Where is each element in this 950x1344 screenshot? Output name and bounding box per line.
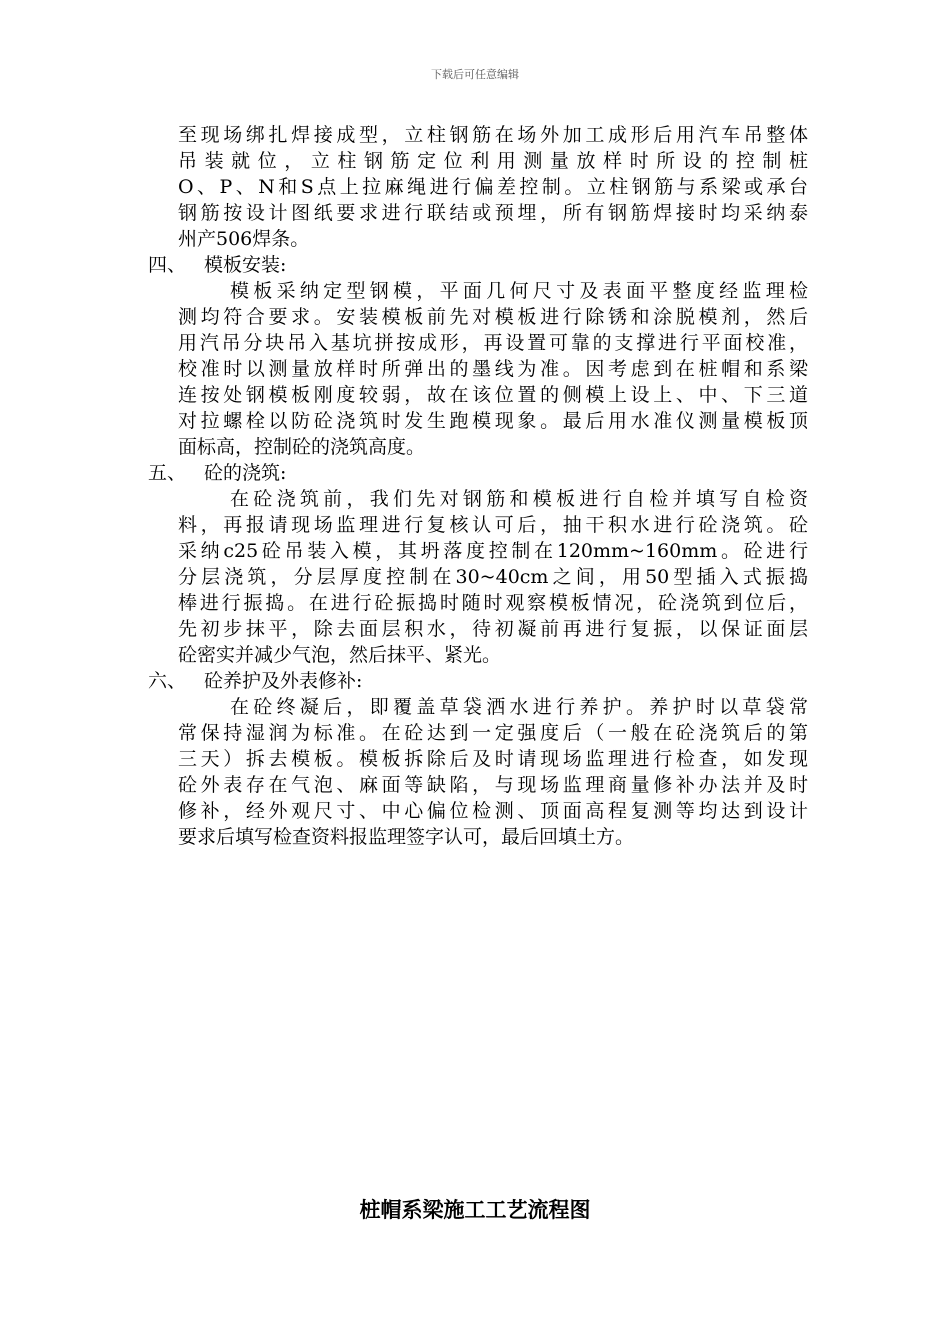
paragraph-line: 面标高，控制砼的浇筑高度。 <box>178 436 426 458</box>
paragraph-line: 常保持湿润为标准。在砼达到一定强度后（一般在砼浇筑后的第 <box>178 722 808 744</box>
section-title: 模板安装: <box>204 254 287 276</box>
paragraph-line: 三天）拆去模板。模板拆除后及时请现场监理进行检查，如发现 <box>178 748 808 770</box>
section-title: 砼养护及外表修补: <box>204 670 363 692</box>
intro-line: 吊装就位，立柱钢筋定位利用测量放样时所设的控制桩 <box>178 150 808 172</box>
page-header: 下载后可任意编辑 <box>431 68 519 81</box>
section-heading <box>148 460 286 486</box>
paragraph-line: 砼密实并减少气泡，然后抹平、紧光。 <box>178 644 502 666</box>
section-heading <box>148 252 286 278</box>
intro-line: 州产506焊条。 <box>178 228 310 250</box>
paragraph-line: 在砼浇筑前，我们先对钢筋和模板进行自检并填写自检资 <box>230 488 808 510</box>
paragraph-line: 对拉螺栓以防砼浇筑时发生跑模现象。最后用水准仪测量模板顶 <box>178 410 808 432</box>
paragraph-line: 用汽吊分块吊入基坑拼按成形，再设置可靠的支撑进行平面校准， <box>178 332 808 354</box>
paragraph-line: 校准时以测量放样时所弹出的墨线为准。因考虑到在桩帽和系梁 <box>178 358 808 380</box>
paragraph-line: 连按处钢模板刚度较弱，故在该位置的侧模上设上、中、下三道 <box>178 384 808 406</box>
paragraph-line: 模板采纳定型钢模，平面几何尺寸及表面平整度经监理检 <box>230 280 808 302</box>
paragraph-line: 棒进行振捣。在进行砼振捣时随时观察模板情况，砼浇筑到位后， <box>178 592 808 614</box>
section-heading <box>148 668 362 694</box>
paragraph-line: 测均符合要求。安装模板前先对模板进行除锈和涂脱模剂，然后 <box>178 306 808 328</box>
paragraph-line: 修补，经外观尺寸、中心偏位检测、顶面高程复测等均达到设计 <box>178 800 808 822</box>
paragraph-line: 要求后填写检查资料报监理签字认可，最后回填土方。 <box>178 826 635 848</box>
paragraph-line: 先初步抹平，除去面层积水，待初凝前再进行复振，以保证面层 <box>178 618 808 640</box>
section-number: 五、 <box>148 462 187 484</box>
paragraph-line: 料，再报请现场监理进行复核认可后，抽干积水进行砼浇筑。砼 <box>178 514 808 536</box>
paragraph-line: 采纳c25砼吊装入模，其坍落度控制在120mm~160mm。砼进行 <box>178 540 808 562</box>
intro-line: O、P、N和S点上拉麻绳进行偏差控制。立柱钢筋与系梁或承台 <box>178 176 808 198</box>
paragraph-line: 分层浇筑，分层厚度控制在30~40cm之间，用50型插入式振捣 <box>178 566 808 588</box>
section-title: 砼的浇筑: <box>204 462 287 484</box>
intro-line: 至现场绑扎焊接成型，立柱钢筋在场外加工成形后用汽车吊整体 <box>178 124 808 146</box>
flowchart-title: 桩帽系梁施工工艺流程图 <box>359 1198 591 1222</box>
intro-line: 钢筋按设计图纸要求进行联结或预埋，所有钢筋焊接时均采纳泰 <box>178 202 808 224</box>
paragraph-line: 在砼终凝后，即覆盖草袋洒水进行养护。养护时以草袋常 <box>230 696 808 718</box>
section-number: 六、 <box>148 670 187 692</box>
paragraph-line: 砼外表存在气泡、麻面等缺陷，与现场监理商量修补办法并及时 <box>178 774 808 796</box>
section-number: 四、 <box>148 254 187 276</box>
